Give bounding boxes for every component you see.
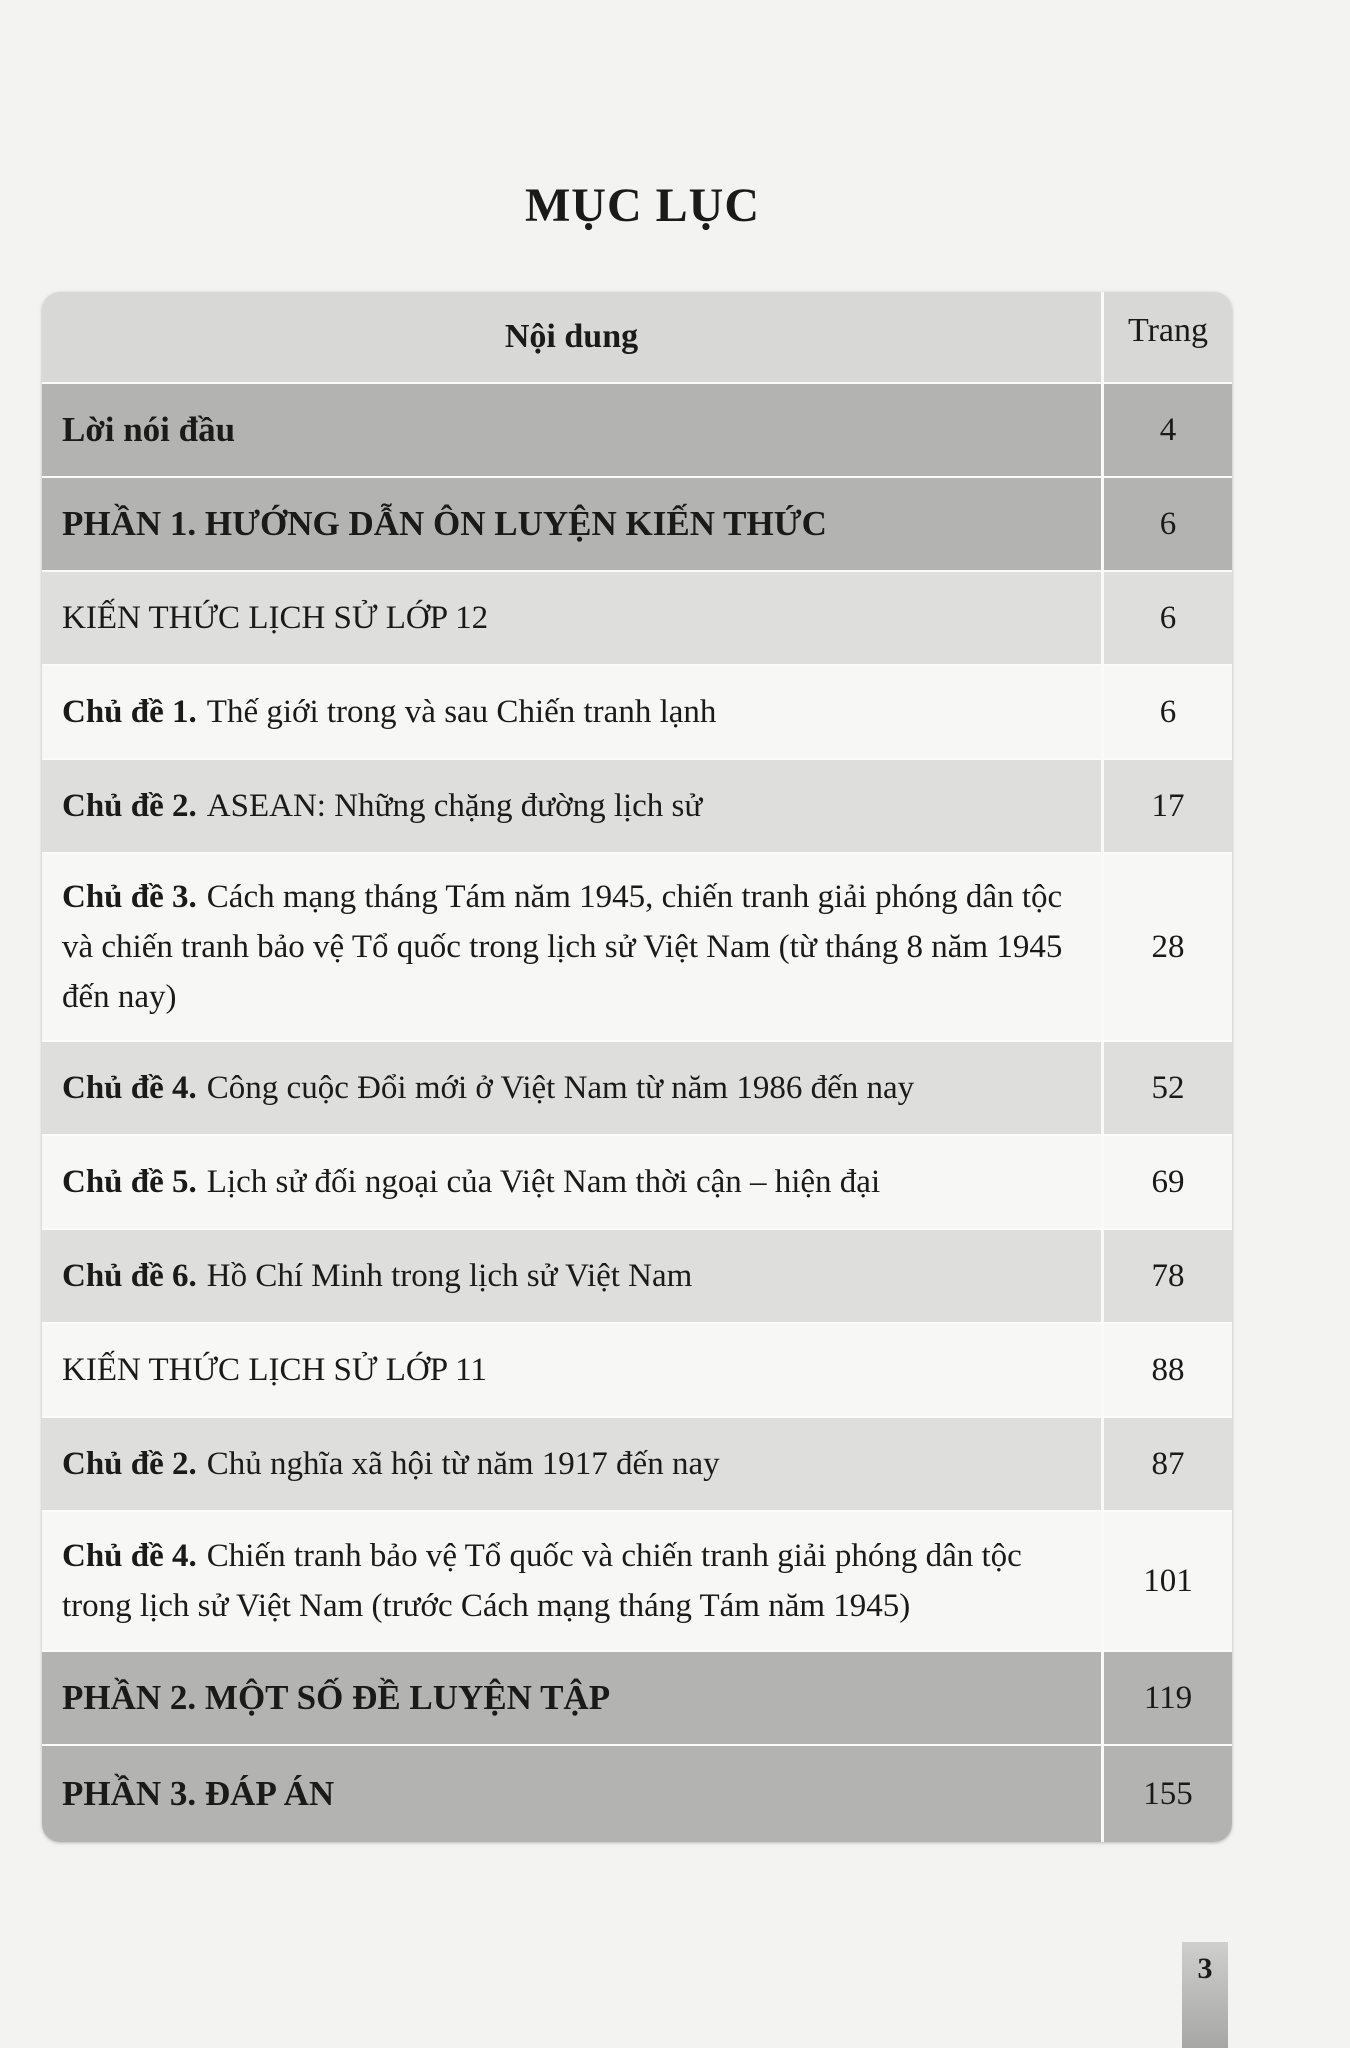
row-text: Lịch sử đối ngoại của Việt Nam thời cận – hiện đại [206,1164,881,1200]
row-text: Chủ nghĩa xã hội từ năm 1917 đến nay [206,1446,720,1482]
table-row [42,1746,1232,1842]
row-page: 119 [1143,1679,1193,1716]
table-header [42,292,1232,384]
row-label: Chủ đề 2. [62,1446,197,1482]
table-row [42,760,1232,854]
row-text: KIẾN THỨC LỊCH SỬ LỚP 11 [42,1324,1104,1416]
row-page: 17 [1151,787,1185,824]
table-row [42,1324,1232,1418]
row-content [42,760,1104,852]
row-label: Chủ đề 6. [62,1258,197,1294]
row-content [42,1136,1104,1228]
row-label: Chủ đề 2. [62,788,197,824]
row-text: Công cuộc Đổi mới ở Việt Nam từ năm 1986 đến nay [206,1070,915,1106]
row-text: Thế giới trong và sau Chiến tranh lạnh [206,694,717,730]
table-row [42,1042,1232,1136]
row-content [42,1042,1104,1134]
row-page: 6 [1159,599,1177,636]
row-content [42,854,1104,1040]
row-text: PHẦN 3. ĐÁP ÁN [42,1746,1104,1842]
row-label: Chủ đề 5. [62,1164,197,1200]
table-row [42,666,1232,760]
table-row [42,1512,1232,1652]
row-content [42,1418,1104,1510]
row-content [42,666,1104,758]
table-row [42,478,1232,572]
row-page: 6 [1159,505,1177,542]
row-page: 6 [1159,693,1177,730]
row-page: 87 [1151,1445,1185,1482]
row-page: 52 [1151,1069,1185,1106]
row-text: Hồ Chí Minh trong lịch sử Việt Nam [206,1258,693,1294]
row-text: PHẦN 1. HƯỚNG DẪN ÔN LUYỆN KIẾN THỨC [42,478,1104,570]
table-row [42,1652,1232,1746]
table-row [42,854,1232,1042]
table-row [42,1230,1232,1324]
row-page: 101 [1143,1562,1193,1599]
row-text: PHẦN 2. MỘT SỐ ĐỀ LUYỆN TẬP [42,1652,1104,1744]
table-row [42,384,1232,478]
row-text: ASEAN: Những chặng đường lịch sử [206,788,703,824]
row-page: 155 [1143,1775,1193,1812]
header-page: Trang [1128,312,1208,349]
page-title: MỤC LỤC [525,179,760,232]
table-row [42,572,1232,666]
row-content [42,1512,1104,1650]
row-page: 78 [1151,1257,1185,1294]
row-text: Cách mạng tháng Tám năm 1945, chiến tranh giải phóng dân tộc và chiến tranh bảo vệ Tổ quốc trong lịch sử Việt Nam (từ tháng 8 năm 1945 đến nay) [62,879,1063,1015]
row-page: 28 [1151,928,1185,965]
row-label: Chủ đề 1. [62,694,197,730]
table-row [42,1136,1232,1230]
row-label: Chủ đề 4. [62,1070,197,1106]
row-text: Lời nói đầu [42,384,1104,476]
table-row [42,1418,1232,1512]
row-page: 69 [1151,1163,1185,1200]
row-text: KIẾN THỨC LỊCH SỬ LỚP 12 [42,572,1104,664]
row-label: Chủ đề 4. [62,1538,197,1574]
header-content: Nội dung [42,292,1104,382]
toc-table [42,292,1232,1842]
row-page: 4 [1159,411,1177,448]
row-label: Chủ đề 3. [62,879,197,915]
row-content [42,1230,1104,1322]
row-page: 88 [1151,1351,1185,1388]
row-text: Chiến tranh bảo vệ Tổ quốc và chiến tranh giải phóng dân tộc trong lịch sử Việt Nam (trước Cách mạng tháng Tám năm 1945) [62,1538,1022,1624]
page-number: 3 [1182,1942,1228,2048]
